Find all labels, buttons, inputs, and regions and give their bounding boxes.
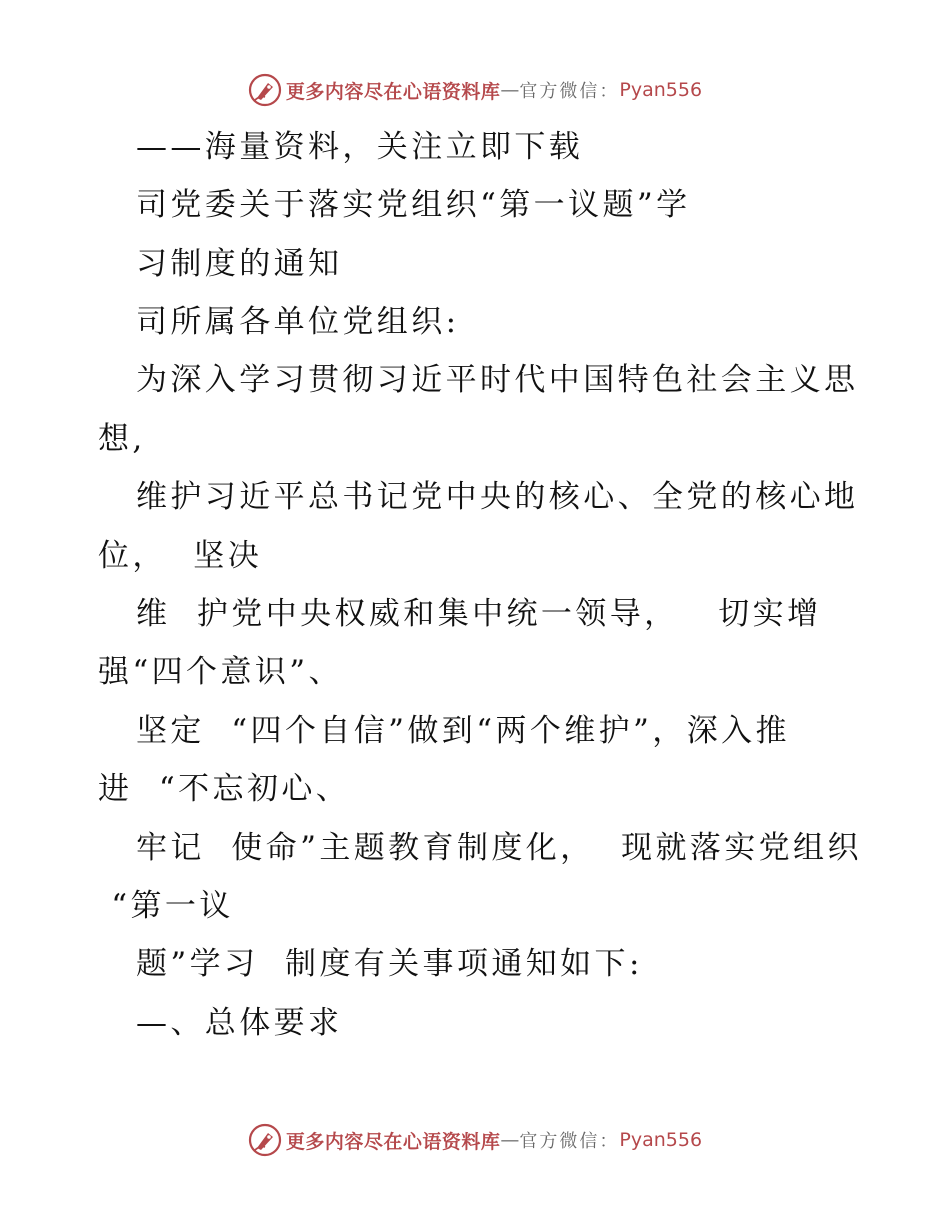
doc-title-line: 习制度的通知 (136, 246, 343, 282)
doc-line: ——海量资料，关注立即下载 (136, 129, 584, 165)
doc-title-line: 司党委关于落实党组织“第一议题”学 (136, 187, 691, 223)
footer-banner (0, 1120, 950, 1160)
header-banner (0, 70, 950, 110)
doc-line: 想, (98, 421, 146, 457)
banner-wechat-id: Pyan556 (619, 1129, 703, 1151)
banner-text: 更多内容尽在心语资料库 (285, 80, 501, 103)
doc-line: 维 护党中央权威和集中统一领导， 切实增 (136, 596, 822, 632)
doc-line: 题”学习 制度有关事项通知如下: (136, 946, 643, 982)
pen-nib-icon (248, 1123, 282, 1157)
banner-text: 更多内容尽在心语资料库 (285, 1130, 501, 1153)
doc-line: 牢记 使命”主题教育制度化， 现就落实党组织 (136, 830, 862, 866)
banner-wechat-label: 官方微信： (519, 81, 620, 102)
doc-line: 坚定 “四个自信”做到“两个维护”，深入推 (136, 713, 790, 749)
doc-section-heading: —、总体要求 (136, 1005, 343, 1041)
doc-line: 位， 坚决 (98, 538, 263, 574)
banner-wechat-id: Pyan556 (619, 79, 703, 101)
banner-separator: — (500, 1129, 520, 1151)
doc-line: “第一议 (98, 888, 234, 924)
banner-separator: — (500, 79, 520, 101)
doc-line: 维护习近平总书记党中央的核心、全党的核心地 (136, 479, 859, 515)
banner-wechat-label: 官方微信： (519, 1131, 620, 1152)
doc-addressee: 司所属各单位党组织: (136, 304, 460, 340)
pen-nib-icon (248, 73, 282, 107)
doc-line: 为深入学习贯彻习近平时代中国特色社会主义思 (136, 362, 859, 398)
doc-line: 强“四个意识”、 (98, 654, 343, 690)
doc-line: 进 “不忘初心、 (98, 771, 351, 807)
